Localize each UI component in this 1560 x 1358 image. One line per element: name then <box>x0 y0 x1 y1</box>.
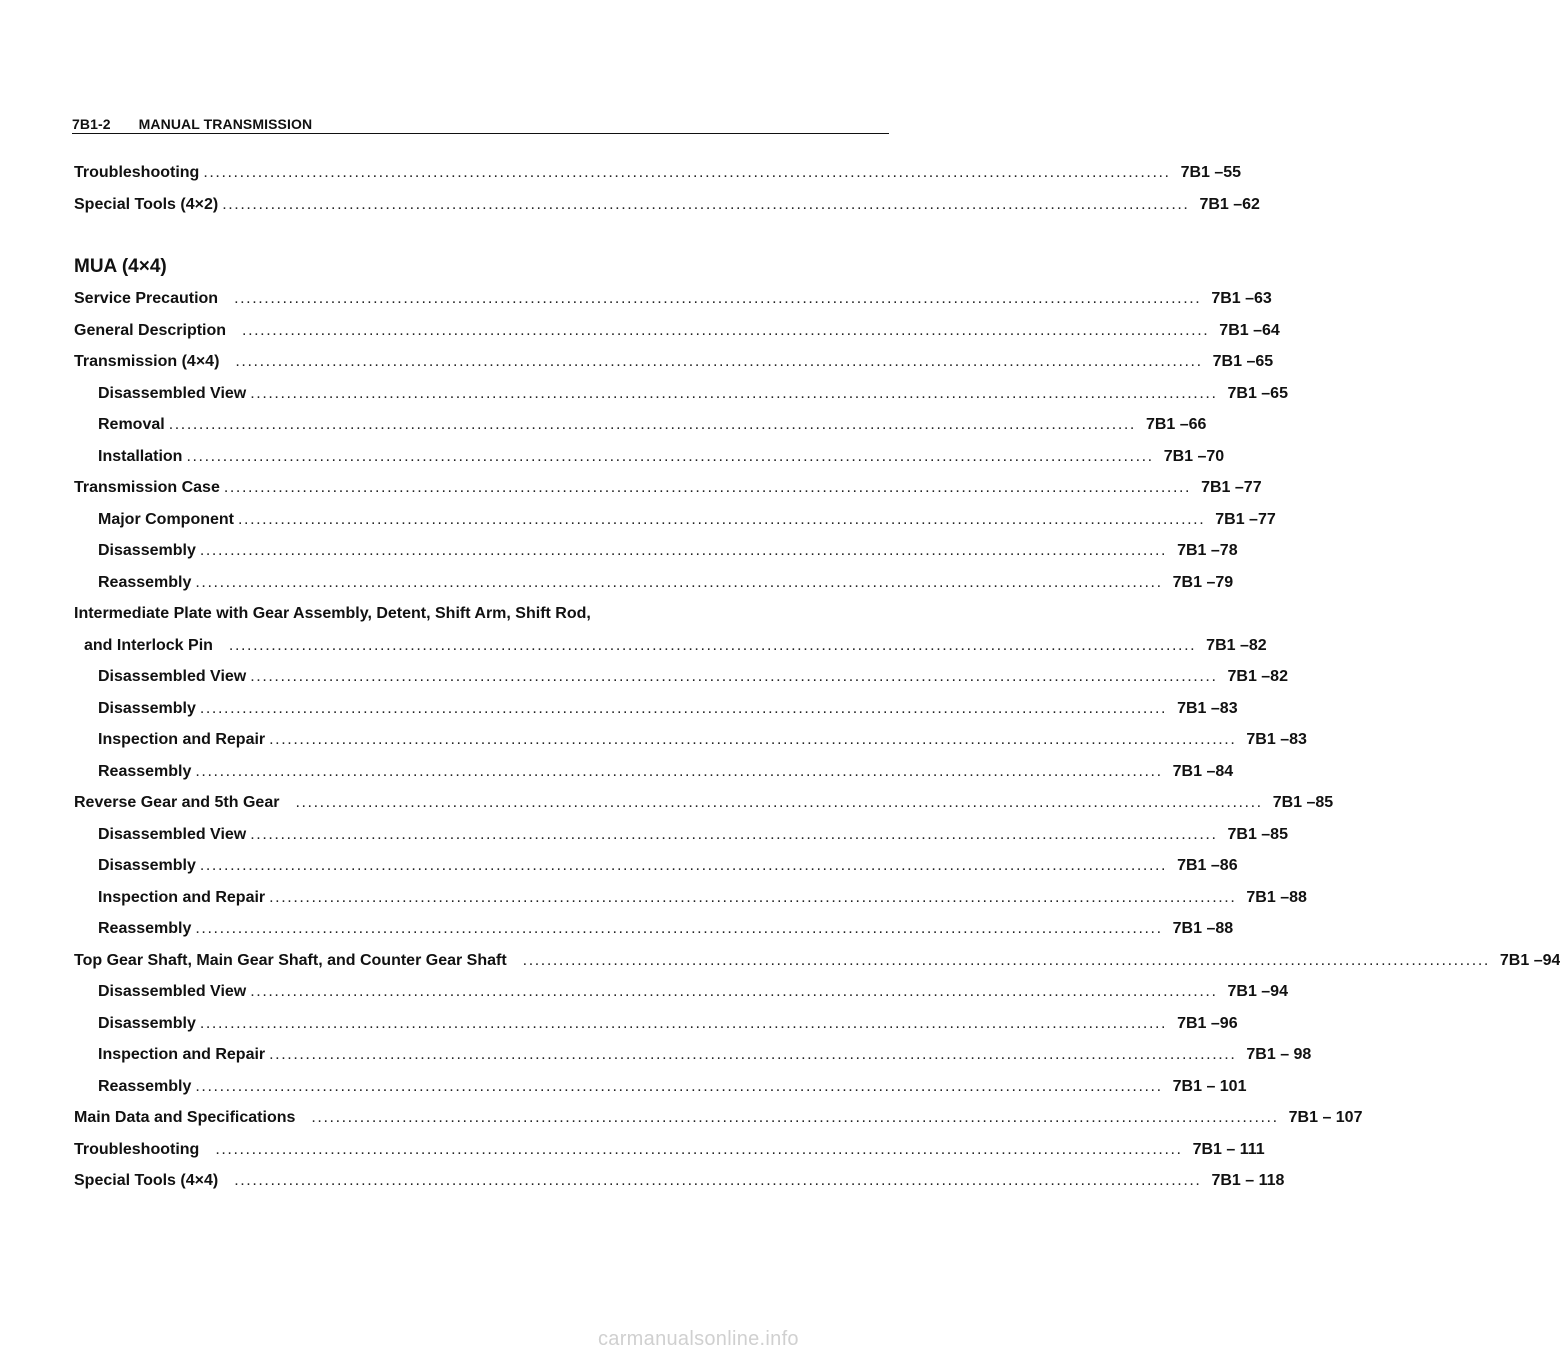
toc-entry-page: 7B1 –62 <box>1199 196 1260 213</box>
toc-entry-page: 7B1 –77 <box>1215 511 1276 528</box>
toc-entry-intermediate-plate[interactable]: Intermediate Plate with Gear Assembly, Detent, Shift Arm, Shift Rod, <box>74 605 591 622</box>
toc-entry-page: 7B1 –65 <box>1212 353 1274 370</box>
toc-entry-interlock-pin[interactable] <box>84 637 1267 661</box>
toc-entry-reassembly[interactable] <box>98 1078 1247 1102</box>
toc-entry-special-tools-4x2[interactable] <box>74 196 1260 220</box>
toc-entry-inspection-and-repair[interactable] <box>98 1046 1312 1070</box>
toc-entry-title: Inspection and Repair <box>98 731 266 748</box>
toc-entry-page: 7B1 –82 <box>1227 668 1288 685</box>
toc-entry-top-gear-shaft[interactable] <box>74 952 1560 976</box>
toc-entry-title: Top Gear Shaft, Main Gear Shaft, and Counter Gear Shaft <box>74 952 507 969</box>
toc-entry-disassembled-view[interactable] <box>98 826 1288 850</box>
toc-entry-service-precaution[interactable] <box>74 290 1272 314</box>
toc-entry-title: Main Data and Specifications <box>74 1109 296 1126</box>
leader-dots: ................................................................................................................................................................ <box>228 637 1197 654</box>
toc-entry-page: 7B1 – 107 <box>1288 1109 1363 1126</box>
toc-entry-reverse-gear-5th-gear[interactable] <box>74 794 1334 818</box>
leader-dots: ................................................................................................................................................................ <box>186 448 1154 465</box>
leader-dots: ................................................................................................................................................................ <box>199 857 1168 874</box>
toc-entry-removal[interactable] <box>98 416 1207 440</box>
toc-entry-page: 7B1 –70 <box>1163 448 1225 465</box>
toc-entry-page: 7B1 –83 <box>1177 700 1238 717</box>
leader-dots: ................................................................................................................................................................ <box>195 1078 1163 1095</box>
toc-entry-title: Troubleshooting <box>74 164 200 181</box>
toc-entry-title: Special Tools (4×4) <box>74 1172 219 1189</box>
leader-dots: ................................................................................................................................................................ <box>311 1109 1279 1126</box>
leader-dots: ................................................................................................................................................................ <box>295 794 1263 811</box>
toc-entry-title: Transmission Case <box>74 479 220 496</box>
toc-entry-special-tools-4x4[interactable] <box>74 1172 1285 1196</box>
leader-dots: ................................................................................................................................................................ <box>199 1015 1168 1032</box>
leader-dots: ................................................................................................................................................................ <box>222 196 1190 213</box>
toc-entry-page: 7B1 –86 <box>1177 857 1238 874</box>
toc-entry-page: 7B1 –88 <box>1172 920 1234 937</box>
toc-entry-main-data-and-specifications[interactable] <box>74 1109 1363 1133</box>
toc-entry-troubleshooting-4x2[interactable] <box>74 164 1242 188</box>
toc-entry-page: 7B1 –63 <box>1211 290 1272 307</box>
toc-entry-title: General Description <box>74 322 227 339</box>
toc-entry-page: 7B1 –85 <box>1272 794 1334 811</box>
toc-entry-title: Disassembly <box>98 1015 196 1032</box>
toc-entry-page: 7B1 –64 <box>1219 322 1280 339</box>
toc-entry-page: 7B1 –55 <box>1180 164 1242 181</box>
toc-entry-title: Major Component <box>98 511 234 528</box>
leader-dots: ................................................................................................................................................................ <box>242 322 1210 339</box>
toc-entry-major-component[interactable] <box>98 511 1276 535</box>
leader-dots: ................................................................................................................................................................ <box>199 700 1168 717</box>
toc-entry-disassembly[interactable] <box>98 857 1238 881</box>
toc-entry-page: 7B1 –82 <box>1206 637 1267 654</box>
toc-entry-title: Troubleshooting <box>74 1141 200 1158</box>
leader-dots: ................................................................................................................................................................ <box>269 889 1237 906</box>
page-code: 7B1-2 <box>72 116 111 132</box>
leader-dots: ................................................................................................................................................................ <box>269 731 1237 748</box>
leader-dots: ................................................................................................................................................................ <box>215 1141 1183 1158</box>
toc-entry-disassembly[interactable] <box>98 542 1238 566</box>
toc-entry-title: Disassembled View <box>98 826 247 843</box>
toc-entry-inspection-and-repair[interactable] <box>98 889 1307 913</box>
toc-entry-title: and Interlock Pin <box>84 637 213 654</box>
toc-entry-disassembled-view[interactable] <box>98 668 1288 692</box>
toc-entry-title: Disassembled View <box>98 385 247 402</box>
leader-dots: ................................................................................................................................................................ <box>250 983 1218 1000</box>
toc-entry-title: Reassembly <box>98 920 192 937</box>
toc-entry-title: Reassembly <box>98 574 192 591</box>
toc-entry-transmission-4x4[interactable] <box>74 353 1274 377</box>
toc-entry-page: 7B1 – 118 <box>1211 1172 1285 1189</box>
toc-entry-title: Disassembled View <box>98 668 247 685</box>
leader-dots: ................................................................................................................................................................ <box>195 763 1163 780</box>
section-title: MUA (4×4) <box>74 256 167 277</box>
toc-entry-troubleshooting-4x4[interactable] <box>74 1141 1265 1165</box>
toc-entry-page: 7B1 –78 <box>1177 542 1238 559</box>
toc-entry-title: Disassembly <box>98 700 196 717</box>
toc-entry-disassembled-view[interactable] <box>98 385 1288 409</box>
leader-dots: ................................................................................................................................................................ <box>223 479 1192 496</box>
toc-entry-page: 7B1 –65 <box>1227 385 1288 402</box>
leader-dots: ................................................................................................................................................................ <box>250 668 1218 685</box>
toc-entry-reassembly[interactable] <box>98 920 1234 944</box>
leader-dots: ................................................................................................................................................................ <box>168 416 1136 433</box>
leader-dots: ................................................................................................................................................................ <box>250 826 1218 843</box>
toc-entry-disassembled-view[interactable] <box>98 983 1288 1007</box>
toc-entry-title: Service Precaution <box>74 290 219 307</box>
toc-entry-page: 7B1 – 111 <box>1192 1141 1265 1158</box>
toc-entry-title: Inspection and Repair <box>98 889 266 906</box>
leader-dots: ................................................................................................................................................................ <box>234 290 1202 307</box>
watermark: carmanualsonline.info <box>598 1328 799 1350</box>
toc-entry-page: 7B1 – 101 <box>1172 1078 1247 1095</box>
toc-entry-inspection-and-repair[interactable] <box>98 731 1307 755</box>
toc-entry-installation[interactable] <box>98 448 1225 472</box>
toc-entry-reassembly[interactable] <box>98 763 1234 787</box>
leader-dots: ................................................................................................................................................................ <box>522 952 1490 969</box>
toc-entry-page: 7B1 –85 <box>1227 826 1288 843</box>
toc-entry-title: Removal <box>98 416 165 433</box>
leader-dots: ................................................................................................................................................................ <box>269 1046 1237 1063</box>
toc-entry-transmission-case[interactable] <box>74 479 1262 503</box>
toc-entry-title: Disassembly <box>98 542 196 559</box>
leader-dots: ................................................................................................................................................................ <box>235 353 1203 370</box>
toc-entry-title: Special Tools (4×2) <box>74 196 219 213</box>
toc-entry-title: Reassembly <box>98 763 192 780</box>
leader-dots: ................................................................................................................................................................ <box>195 574 1163 591</box>
toc-entry-page: 7B1 –94 <box>1499 952 1560 969</box>
leader-dots: ................................................................................................................................................................ <box>238 511 1206 528</box>
toc-entry-page: 7B1 –88 <box>1246 889 1307 906</box>
leader-dots: ................................................................................................................................................................ <box>234 1172 1202 1189</box>
toc-entry-title: Disassembled View <box>98 983 247 1000</box>
toc-entry-title: Reassembly <box>98 1078 192 1095</box>
toc-entry-page: 7B1 –79 <box>1172 574 1234 591</box>
toc-entry-page: 7B1 – 98 <box>1246 1046 1312 1063</box>
toc-entry-page: 7B1 –94 <box>1227 983 1288 1000</box>
toc-entry-reassembly[interactable] <box>98 574 1234 598</box>
leader-dots: ................................................................................................................................................................ <box>195 920 1163 937</box>
toc-entry-disassembly[interactable] <box>98 1015 1238 1039</box>
toc-entry-page: 7B1 –96 <box>1177 1015 1238 1032</box>
toc-entry-title: Inspection and Repair <box>98 1046 266 1063</box>
toc-entry-title: Transmission (4×4) <box>74 353 220 370</box>
toc-entry-page: 7B1 –66 <box>1145 416 1207 433</box>
leader-dots: ................................................................................................................................................................ <box>250 385 1218 402</box>
toc-entry-page: 7B1 –77 <box>1201 479 1262 496</box>
toc-entry-title: Reverse Gear and 5th Gear <box>74 794 280 811</box>
page-title: MANUAL TRANSMISSION <box>138 116 313 132</box>
toc-entry-general-description[interactable] <box>74 322 1280 346</box>
page-header <box>72 116 889 134</box>
toc-entry-title: Installation <box>98 448 183 465</box>
leader-dots: ................................................................................................................................................................ <box>203 164 1171 181</box>
toc-entry-disassembly[interactable] <box>98 700 1238 724</box>
leader-dots: ................................................................................................................................................................ <box>199 542 1168 559</box>
toc-entry-page: 7B1 –84 <box>1172 763 1234 780</box>
toc-entry-page: 7B1 –83 <box>1246 731 1307 748</box>
toc-entry-title: Disassembly <box>98 857 196 874</box>
